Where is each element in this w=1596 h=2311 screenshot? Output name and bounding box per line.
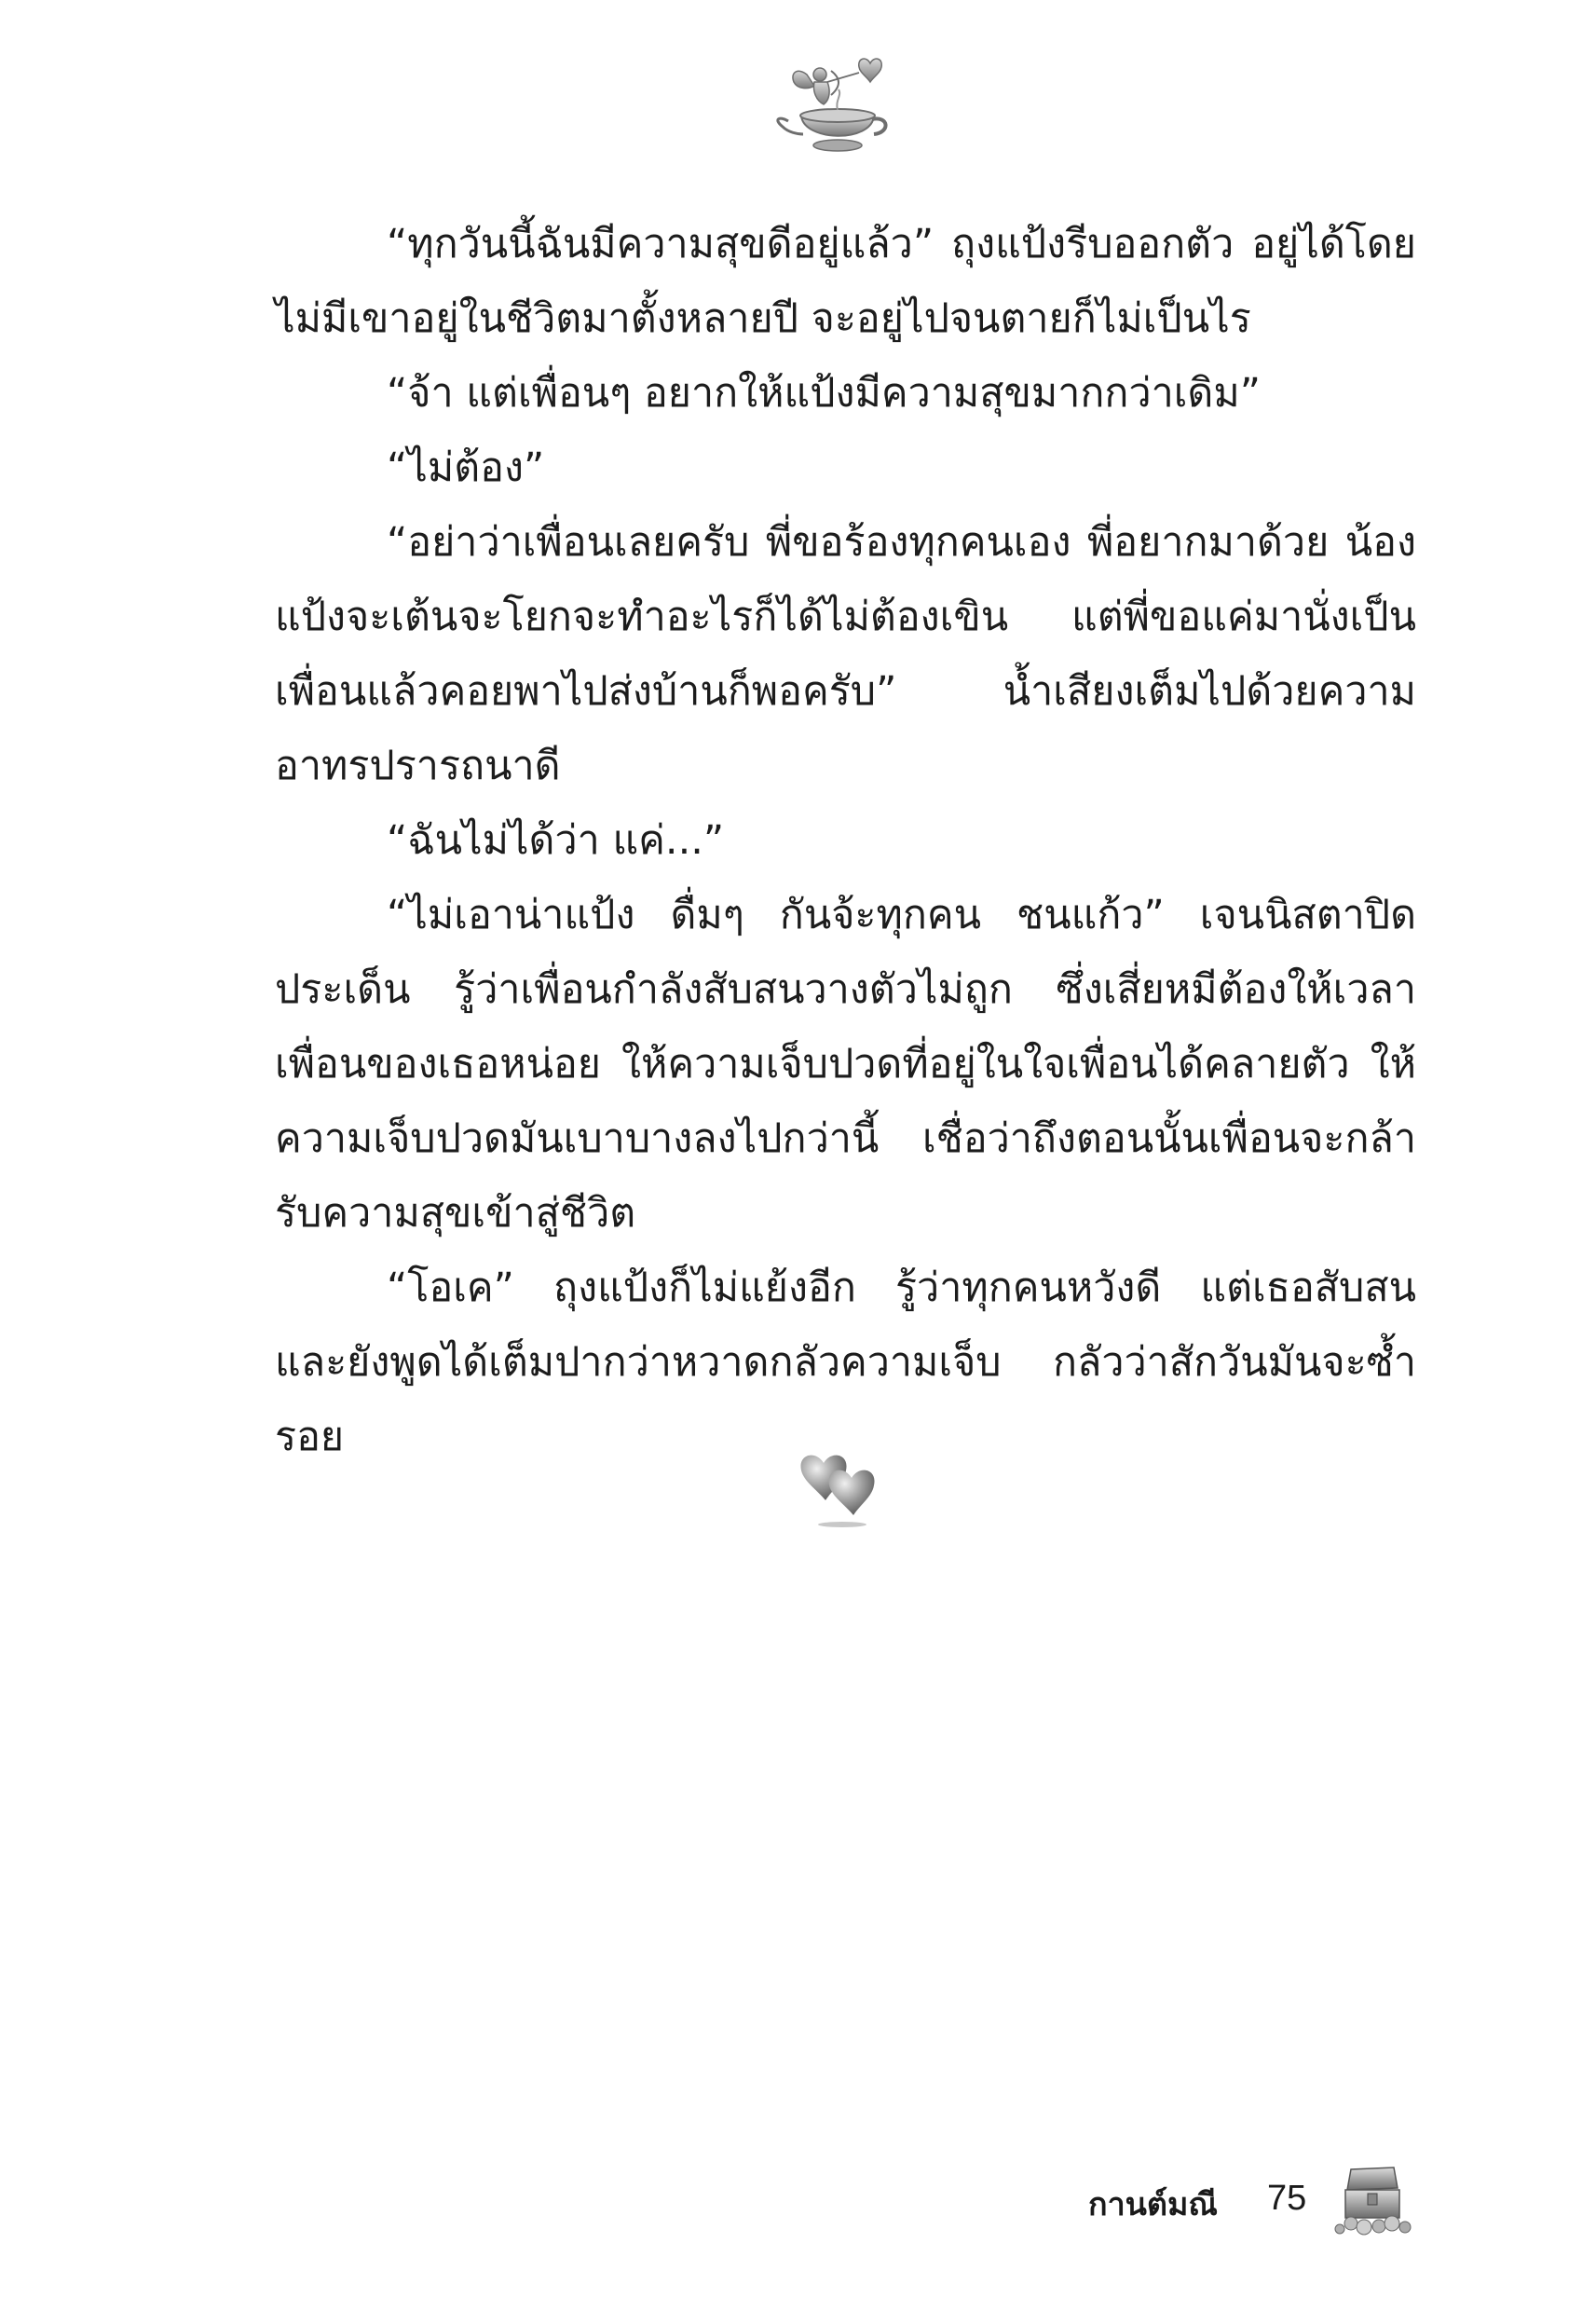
paragraph: “อย่าว่าเพื่อนเลยครับ พี่ขอร้องทุกคนเอง พี่อยากมาด้วย น้องแป้งจะเต้นจะโยกจะทำอะไรก็ได้ไม่ต้องเขิน แต่พี่ขอแค่มานั่งเป็นเพื่อนแล้วคอยพาไปส่งบ้านก็พอครับ” น้ำเสียงเต็มไปด้วยความอาทรปรารถนาดี [275, 519, 1416, 789]
paragraph: “ไม่ต้อง” [387, 444, 545, 491]
paragraph: “โอเค” ถุงแป้งก็ไม่แย้งอีก รู้ว่าทุกคนหวังดี แต่เธอสับสน และยังพูดได้เต็มปากว่าหวาดกลัวความเจ็บ กลัวว่าสักวันมันจะซ้ำรอย [275, 1265, 1416, 1460]
paragraph: “จ้า แต่เพื่อนๆ อยากให้แป้งมีความสุขมากกว่าเดิม” [387, 370, 1261, 417]
author-name: กานต์มณี [1088, 2186, 1218, 2223]
page-number: 75 [1267, 2179, 1307, 2218]
body-text [275, 207, 1416, 1474]
paragraph: “ไม่เอาน่าแป้ง ดื่มๆ กันจ้ะทุกคน ชนแก้ว” เจนนิสตาปิดประเด็น รู้ว่าเพื่อนกำลังสับสนวางตัวไม่ถูก ซึ่งเสี่ยหมีต้องให้เวลาเพื่อนของเธอหน่อย ให้ความเจ็บปวดที่อยู่ในใจเพื่อนได้คลายตัว ให้ความเจ็บปวดมันเบาบางลงไปกว่านี้ เชื่อว่าถึงตอนนั้นเพื่อนจะกล้ารับความสุขเข้าสู่ชีวิต [275, 892, 1416, 1237]
page-footer [1062, 2151, 1435, 2244]
two-hearts-icon [794, 1446, 887, 1530]
paragraph: “ทุกวันนี้ฉันมีความสุขดีอยู่แล้ว” ถุงแป้งรีบออกตัว อยู่ได้โดยไม่มีเขาอยู่ในชีวิตมาตั้งหลายปี จะอยู่ไปจนตายก็ไม่เป็นไร [275, 221, 1416, 342]
cupid-teapot-icon [770, 54, 909, 158]
treasure-chest-icon [1332, 2162, 1416, 2236]
paragraph: “ฉันไม่ได้ว่า แค่...” [387, 817, 725, 864]
